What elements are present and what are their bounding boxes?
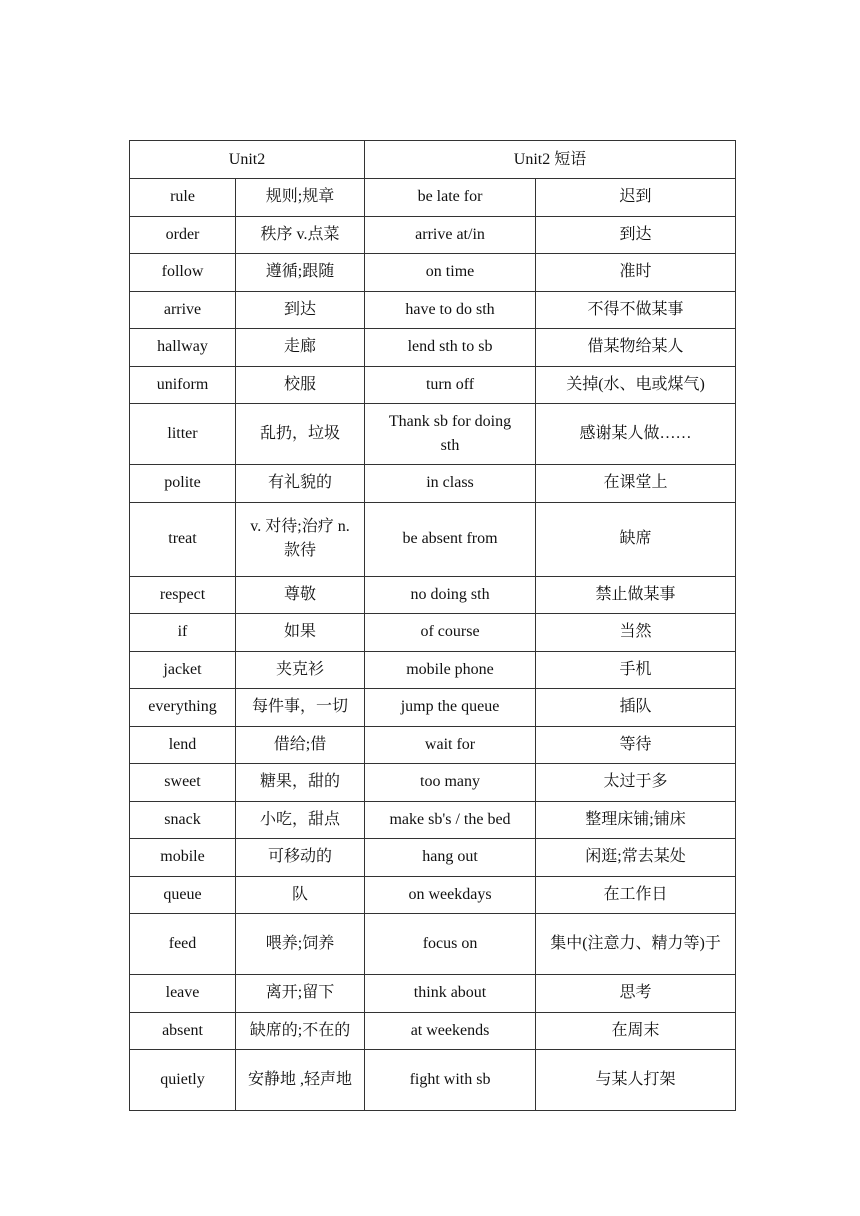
table-row [130, 465, 736, 503]
table-row [130, 689, 736, 727]
phrase-cell-text: focus on [422, 935, 478, 952]
table-row [130, 614, 736, 652]
word-meaning-cell [236, 1050, 365, 1111]
word-cell [130, 329, 236, 367]
phrase-cell [365, 366, 536, 404]
table-row [130, 975, 736, 1013]
phrase-cell [365, 1050, 536, 1111]
word-cell-text: absent [162, 1021, 203, 1039]
word-cell [130, 1050, 236, 1111]
word-cell-text: leave [165, 984, 200, 1002]
table-row [130, 502, 736, 576]
phrase-meaning-cell [536, 1012, 736, 1050]
word-cell-text: respect [159, 585, 206, 603]
word-meaning-cell-text: 喂养;饲养 [265, 935, 335, 952]
word-meaning-cell [236, 914, 365, 975]
phrase-cell [365, 329, 536, 367]
phrase-cell-text: think about [413, 984, 487, 1002]
word-cell [130, 291, 236, 329]
word-meaning-cell [236, 876, 365, 914]
word-cell-text: everything [148, 698, 217, 716]
phrase-cell-text: on time [425, 263, 475, 281]
word-cell-text: jacket [163, 660, 202, 678]
phrase-cell-text: hang out [422, 848, 478, 866]
word-meaning-cell [236, 839, 365, 877]
word-cell [130, 975, 236, 1013]
word-cell-text: lend [168, 735, 197, 753]
word-cell-text: queue [163, 885, 202, 903]
phrase-meaning-cell-text: 插队 [619, 698, 652, 716]
phrase-meaning-cell [536, 254, 736, 292]
word-meaning-cell-text: 小吃，甜点 [260, 810, 341, 828]
word-meaning-cell [236, 689, 365, 727]
phrase-cell-text: in class [426, 474, 474, 492]
phrase-meaning-cell [536, 502, 736, 576]
phrase-meaning-cell [536, 975, 736, 1013]
phrase-cell-text: mobile phone [406, 660, 494, 678]
word-cell [130, 502, 236, 576]
word-cell-text: if [177, 623, 188, 641]
phrase-cell-text: on weekdays [408, 885, 492, 903]
word-meaning-cell-text: 每件事，一切 [252, 698, 349, 716]
word-cell-text: order [165, 225, 200, 243]
table-row [130, 366, 736, 404]
word-meaning-cell [236, 404, 365, 465]
phrase-cell-text: have to do sth [405, 300, 495, 318]
table-row [130, 404, 736, 465]
word-cell-text: polite [164, 474, 201, 492]
word-cell [130, 801, 236, 839]
phrase-meaning-cell-text: 禁止做某事 [595, 585, 676, 603]
word-cell [130, 839, 236, 877]
phrase-meaning-cell [536, 839, 736, 877]
word-cell [130, 366, 236, 404]
table-row [130, 726, 736, 764]
word-meaning-cell-text: 秩序 v.点菜 [260, 225, 340, 243]
phrase-cell-text: turn off [425, 375, 475, 393]
phrase-meaning-cell-text: 太过于多 [603, 773, 668, 791]
phrase-meaning-cell-text: 迟到 [619, 188, 652, 206]
word-meaning-cell-text: 离开;留下 [265, 984, 335, 1002]
table-row [130, 179, 736, 217]
word-cell [130, 726, 236, 764]
phrase-meaning-cell [536, 651, 736, 689]
table-row [130, 291, 736, 329]
phrase-cell-text: arrive at/in [415, 225, 485, 243]
phrase-cell [365, 291, 536, 329]
phrase-cell [365, 254, 536, 292]
word-meaning-cell-text: 遵循;跟随 [265, 263, 335, 281]
vocabulary-table [129, 140, 736, 1111]
table-row [130, 254, 736, 292]
phrase-cell [365, 726, 536, 764]
phrase-cell [365, 1012, 536, 1050]
word-meaning-cell-text: 尊敬 [284, 585, 317, 603]
phrase-meaning-cell-text: 等待 [619, 735, 652, 753]
word-meaning-cell [236, 764, 365, 802]
phrase-meaning-cell-text: 缺席 [619, 530, 652, 547]
phrase-meaning-cell-text: 当然 [619, 623, 652, 641]
phrase-cell-text: fight with sb [409, 1071, 491, 1088]
phrase-cell [365, 975, 536, 1013]
word-meaning-cell [236, 291, 365, 329]
phrase-meaning-cell [536, 179, 736, 217]
phrase-meaning-cell [536, 876, 736, 914]
word-cell [130, 614, 236, 652]
word-meaning-cell-text: 到达 [284, 300, 317, 318]
word-meaning-cell [236, 1012, 365, 1050]
phrase-meaning-cell [536, 764, 736, 802]
phrase-meaning-cell-text: 整理床铺;铺床 [585, 810, 686, 828]
phrase-cell [365, 651, 536, 689]
word-cell-text: hallway [157, 338, 208, 356]
word-cell-text: litter [167, 425, 198, 442]
phrase-meaning-cell-text: 在周末 [611, 1021, 660, 1039]
word-cell [130, 689, 236, 727]
phrase-cell-text: make sb's / the bed [389, 810, 511, 828]
word-cell-text: quietly [160, 1071, 205, 1088]
phrase-cell [365, 502, 536, 576]
word-cell [130, 914, 236, 975]
table-row [130, 801, 736, 839]
word-meaning-cell-text: 安静地 ,轻声地 [248, 1071, 353, 1088]
word-meaning-cell [236, 502, 365, 576]
phrase-cell [365, 689, 536, 727]
phrase-cell [365, 465, 536, 503]
header-unit-phrases: Unit2 短语 [365, 141, 736, 179]
header-unit-words: Unit2 [130, 141, 365, 179]
phrase-cell-text: of course [420, 623, 480, 641]
table-row [130, 651, 736, 689]
phrase-meaning-cell-text: 在课堂上 [603, 474, 668, 492]
word-cell-text: arrive [163, 300, 202, 318]
phrase-cell [365, 914, 536, 975]
table-row [130, 329, 736, 367]
phrase-meaning-cell [536, 1050, 736, 1111]
word-meaning-cell-text: 借给;借 [273, 735, 327, 753]
phrase-meaning-cell-text: 与某人打架 [595, 1071, 676, 1088]
phrase-cell-text: be late for [417, 188, 483, 206]
phrase-meaning-cell [536, 801, 736, 839]
phrase-cell-text: wait for [424, 735, 476, 753]
phrase-cell [365, 614, 536, 652]
word-meaning-cell-text: 可移动的 [268, 848, 333, 866]
phrase-meaning-cell [536, 614, 736, 652]
word-meaning-cell [236, 216, 365, 254]
word-meaning-cell-text: 糖果，甜的 [260, 773, 341, 791]
word-meaning-cell [236, 726, 365, 764]
word-cell [130, 1012, 236, 1050]
word-cell-text: sweet [164, 773, 201, 791]
word-cell [130, 876, 236, 914]
word-cell [130, 404, 236, 465]
phrase-meaning-cell-text: 关掉(水、电或煤气) [566, 375, 705, 393]
word-meaning-cell [236, 329, 365, 367]
word-cell [130, 216, 236, 254]
phrase-cell [365, 801, 536, 839]
phrase-meaning-cell [536, 291, 736, 329]
word-meaning-cell [236, 465, 365, 503]
phrase-meaning-cell [536, 726, 736, 764]
word-cell-text: follow [161, 263, 204, 281]
table-row [130, 1012, 736, 1050]
phrase-meaning-cell-text: 不得不做某事 [587, 300, 684, 318]
word-cell [130, 764, 236, 802]
word-meaning-cell [236, 801, 365, 839]
phrase-meaning-cell [536, 404, 736, 465]
phrase-meaning-cell-text: 在工作日 [603, 885, 668, 903]
word-meaning-cell [236, 179, 365, 217]
phrase-meaning-cell [536, 216, 736, 254]
word-meaning-cell-text: 规则;规章 [265, 188, 335, 206]
phrase-cell-text: jump the queue [400, 698, 500, 716]
phrase-meaning-cell-text: 感谢某人做…… [579, 425, 692, 442]
word-cell [130, 254, 236, 292]
phrase-cell [365, 876, 536, 914]
phrase-meaning-cell [536, 576, 736, 614]
phrase-meaning-cell-text: 手机 [619, 660, 652, 678]
phrase-cell-text: no doing sth [410, 585, 490, 603]
table-row [130, 764, 736, 802]
word-meaning-cell-text: 缺席的;不在的 [249, 1021, 351, 1039]
phrase-meaning-cell [536, 329, 736, 367]
table-header-row [130, 141, 736, 179]
phrase-meaning-cell-text: 借某物给某人 [587, 338, 684, 356]
word-meaning-cell [236, 651, 365, 689]
word-cell [130, 576, 236, 614]
word-meaning-cell-text: v. 对待;治疗 n.款待 [250, 518, 350, 559]
phrase-cell [365, 839, 536, 877]
word-meaning-cell [236, 576, 365, 614]
word-meaning-cell-text: 校服 [284, 375, 317, 393]
word-cell-text: mobile [160, 848, 205, 866]
word-meaning-cell-text: 夹克衫 [276, 660, 325, 678]
table-row [130, 876, 736, 914]
phrase-meaning-cell-text: 集中(注意力、精力等)于 [550, 935, 721, 952]
word-meaning-cell [236, 366, 365, 404]
table-row [130, 576, 736, 614]
phrase-meaning-cell [536, 366, 736, 404]
word-cell [130, 465, 236, 503]
word-meaning-cell [236, 614, 365, 652]
phrase-cell-text: Thank sb for doing sth [388, 413, 512, 454]
phrase-meaning-cell [536, 689, 736, 727]
word-cell [130, 651, 236, 689]
table-row [130, 914, 736, 975]
word-cell [130, 179, 236, 217]
phrase-cell [365, 404, 536, 465]
word-meaning-cell-text: 有礼貌的 [268, 474, 333, 492]
word-meaning-cell-text: 如果 [284, 623, 317, 641]
word-cell-text: snack [164, 810, 201, 828]
table-row [130, 1050, 736, 1111]
phrase-cell-text: too many [420, 773, 481, 791]
phrase-meaning-cell-text: 到达 [619, 225, 652, 243]
phrase-meaning-cell [536, 465, 736, 503]
word-meaning-cell-text: 走廊 [284, 338, 317, 356]
phrase-meaning-cell-text: 闲逛;常去某处 [585, 848, 686, 866]
table-row [130, 216, 736, 254]
phrase-meaning-cell [536, 914, 736, 975]
phrase-cell [365, 179, 536, 217]
word-cell-text: uniform [156, 375, 209, 393]
word-meaning-cell [236, 975, 365, 1013]
phrase-cell-text: be absent from [402, 530, 498, 547]
word-cell-text: rule [170, 188, 195, 206]
word-meaning-cell-text: 队 [292, 885, 309, 903]
word-cell-text: feed [168, 935, 197, 952]
phrase-cell-text: lend sth to sb [407, 338, 493, 356]
phrase-meaning-cell-text: 准时 [619, 263, 652, 281]
word-meaning-cell [236, 254, 365, 292]
phrase-cell-text: at weekends [410, 1021, 490, 1039]
word-cell-text: treat [168, 530, 197, 547]
phrase-cell [365, 576, 536, 614]
word-meaning-cell-text: 乱扔，垃圾 [260, 425, 341, 442]
phrase-meaning-cell-text: 思考 [619, 984, 652, 1002]
phrase-cell [365, 764, 536, 802]
table-row [130, 839, 736, 877]
phrase-cell [365, 216, 536, 254]
